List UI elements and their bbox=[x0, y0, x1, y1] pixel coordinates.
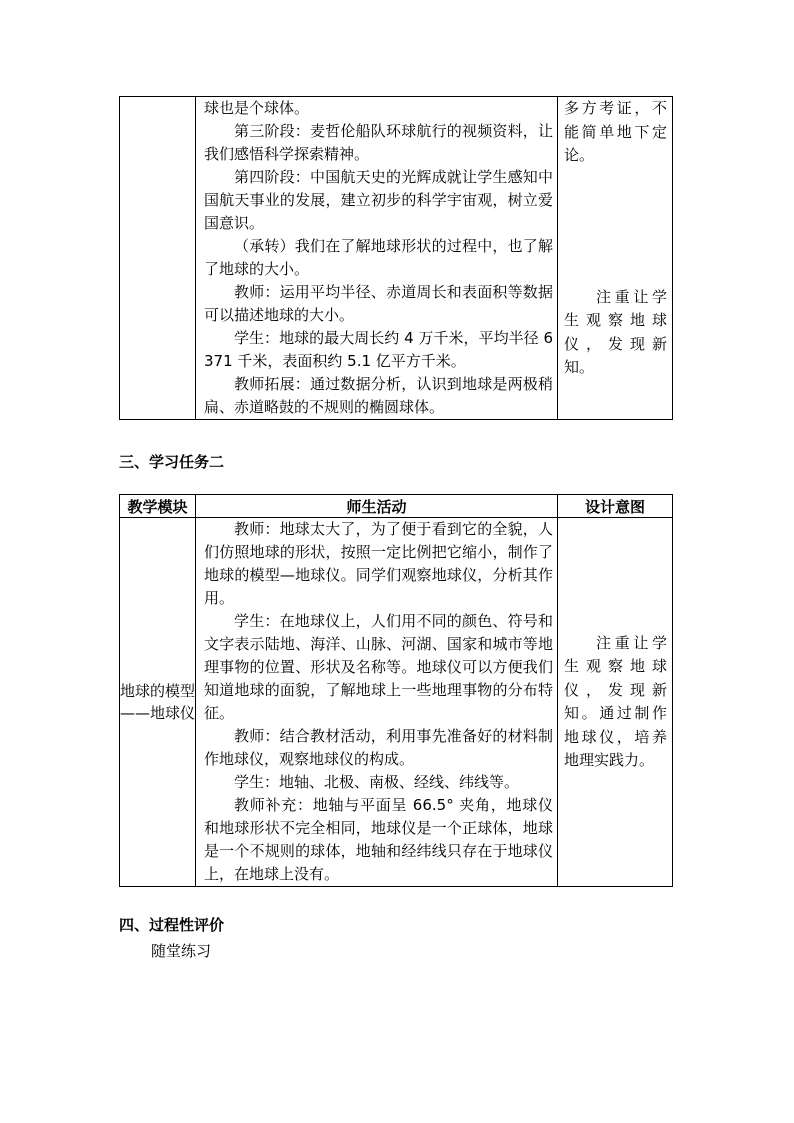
design-intent-text: 多方考证，不能简单地下定论。 bbox=[564, 99, 667, 164]
table-header-row bbox=[120, 495, 673, 518]
lesson-table-task2 bbox=[119, 494, 673, 887]
activity-paragraph: （承转）我们在了解地球形状的过程中，也了解了地球的大小。 bbox=[204, 237, 553, 278]
activity-paragraph: 教师：运用平均半径、赤道周长和表面积等数据可以描述地球的大小。 bbox=[204, 283, 553, 324]
section-heading: 四、过程性评价 bbox=[119, 916, 225, 934]
activity-paragraph: 第四阶段：中国航天史的光辉成就让学生感知中国航天事业的发展，建立初步的科学宇宙观，树立爱国意识。 bbox=[204, 168, 553, 232]
activity-paragraph: 球也是个球体。 bbox=[204, 99, 310, 117]
activity-cell bbox=[196, 518, 558, 887]
section-heading: 三、学习任务二 bbox=[119, 453, 225, 471]
activity-cell bbox=[196, 97, 558, 420]
section-item: 随堂练习 bbox=[151, 942, 212, 960]
activity-paragraph: 教师：结合教材活动，利用事先准备好的材料制作地球仪，观察地球仪的构成。 bbox=[204, 727, 553, 768]
activity-paragraph: 教师拓展：通过数据分析，认识到地球是两极稍扁、赤道略鼓的不规则的椭圆球体。 bbox=[204, 375, 553, 416]
module-cell-empty bbox=[120, 97, 196, 420]
design-intent-cell bbox=[558, 97, 673, 420]
design-intent-text: 注重让学生观察地球仪，发现新知。 bbox=[564, 287, 667, 376]
activity-paragraph: 第三阶段：麦哲伦船队环球航行的视频资料，让我们感悟科学探索精神。 bbox=[204, 122, 553, 163]
activity-paragraph: 学生：在地球仪上，人们用不同的颜色、符号和文字表示陆地、海洋、山脉、河湖、国家和城市等地理事物的位置、形状及名称等。地球仪可以方便我们知道地球的面貌，了解地球上一些地理事物的分布特征。 bbox=[204, 612, 553, 722]
activity-paragraph: 学生：地球的最大周长约 4 万千米，平均半径 6 371 千米，表面积约 5.1 亿平方千米。 bbox=[204, 329, 553, 370]
column-header: 教学模块 bbox=[120, 495, 196, 518]
activity-paragraph: 教师：地球太大了，为了便于看到它的全貌，人们仿照地球的形状，按照一定比例把它缩小，制作了地球的模型—地球仪。同学们观察地球仪，分析其作用。 bbox=[204, 520, 553, 607]
table-row bbox=[120, 97, 673, 420]
column-header: 设计意图 bbox=[558, 495, 673, 518]
lesson-table-continued bbox=[119, 96, 673, 420]
design-intent-text: 注重让学生观察地球仪，发现新知。通过制作地球仪，培养地理实践力。 bbox=[564, 633, 667, 769]
column-header: 师生活动 bbox=[196, 495, 558, 518]
activity-paragraph: 学生：地轴、北极、南极、经线、纬线等。 bbox=[234, 773, 520, 791]
table-row bbox=[120, 518, 673, 887]
module-cell: 地球的模型——地球仪 bbox=[120, 518, 196, 887]
activity-paragraph: 教师补充：地轴与平面呈 66.5° 夹角，地球仪和地球形状不完全相同，地球仪是一个正球体，地球是一个不规则的球体，地轴和经纬线只存在于地球仪上，在地球上没有。 bbox=[204, 796, 553, 883]
design-intent-cell bbox=[558, 518, 673, 887]
